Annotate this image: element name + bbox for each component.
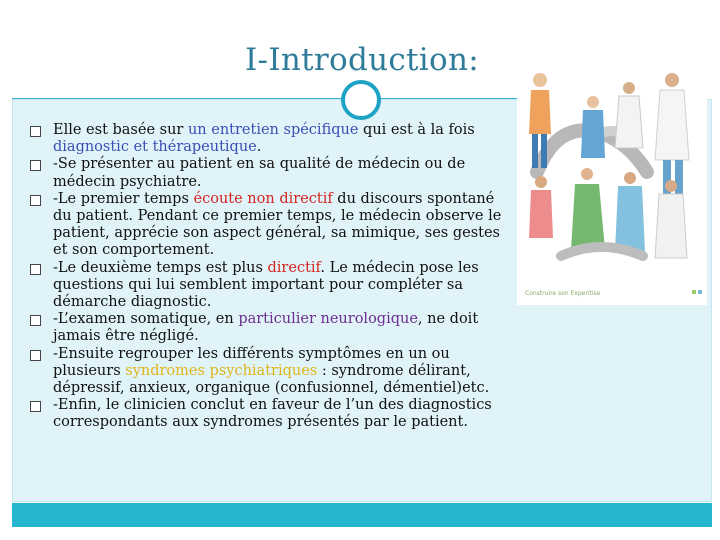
bullet-item-3 [30,191,510,260]
bullet-text-segment: Elle est basée sur [53,122,188,138]
medical-staff-illustration [517,62,707,305]
bullet-text-segment: particulier neurologique [238,311,418,328]
bullet-text-segment: syndromes psychiatriques [125,362,318,379]
svg-text:Construire son Experitise: Construire son Experitise [525,290,601,297]
bullet-list [30,122,510,432]
bullet-text-segment: -Enfin, le clinicien conclut en faveur de l’un des diagnostics correspondants aux syndromes présentés par le patient. [53,397,492,431]
bullet-text-segment: écoute non directif [193,190,333,207]
checkbox-bullet-icon [30,350,41,361]
slide-title: I-Introduction: [245,42,479,78]
checkbox-bullet-icon [30,160,41,171]
bullet-item-1 [30,122,510,156]
checkbox-bullet-icon [30,264,41,275]
bullet-text [53,311,478,344]
checkbox-bullet-icon [30,315,41,326]
bullet-text-segment: : syndrome délirant, dépressif, anxieux, organique (confusionnel, démentiel)etc. [53,362,490,397]
bullet-text [53,122,475,155]
bullet-text-segment: , ne doit jamais être négligé. [53,311,479,345]
bullet-text-segment: . Le médecin pose les questions qui lui semblent important pour compléter sa démarche diagnostic. [53,259,479,311]
bullet-text-segment: -Se présenter au patient en sa qualité de médecin ou de médecin psychiatre. [53,156,466,190]
bullet-item-6 [30,346,510,398]
bullet-item-7 [30,397,510,431]
bullet-text-segment: diagnostic et thérapeutique [53,139,257,156]
bottom-accent-band [12,503,712,527]
bullet-item-2 [30,156,510,190]
bullet-text-segment: un entretien spécifique [187,122,359,138]
title-divider-line [12,98,520,99]
bullet-text-segment: -L’examen somatique, en [53,311,239,328]
bullet-text [53,260,479,310]
bullet-text-segment: . [256,139,262,156]
bullet-text-segment: du discours spontané du patient. Pendant ce premier temps, le médecin observe le patient, apprécie son aspect général, sa mimique, ses gestes et son comportement. [53,190,502,259]
doctor-patient-illustration-image [517,62,707,305]
bullet-text-segment: qui est à la fois [358,122,475,138]
checkbox-bullet-icon [30,401,41,412]
bullet-text-segment: directif [267,259,321,276]
bullet-text-segment: -Le deuxième temps est plus [53,259,268,276]
bullet-item-4 [30,260,510,312]
bullet-text [53,156,465,189]
checkbox-bullet-icon [30,195,41,206]
bullet-text-segment: -Ensuite regrouper les différents symptômes en un ou plusieurs [53,345,450,379]
checkbox-bullet-icon [30,126,41,137]
circle-ornament-icon [341,80,381,120]
bullet-text [53,191,501,259]
bullet-text-segment: -Le premier temps [53,190,194,207]
bullet-text [53,397,492,430]
bullet-item-5 [30,311,510,345]
bullet-text [53,346,489,396]
